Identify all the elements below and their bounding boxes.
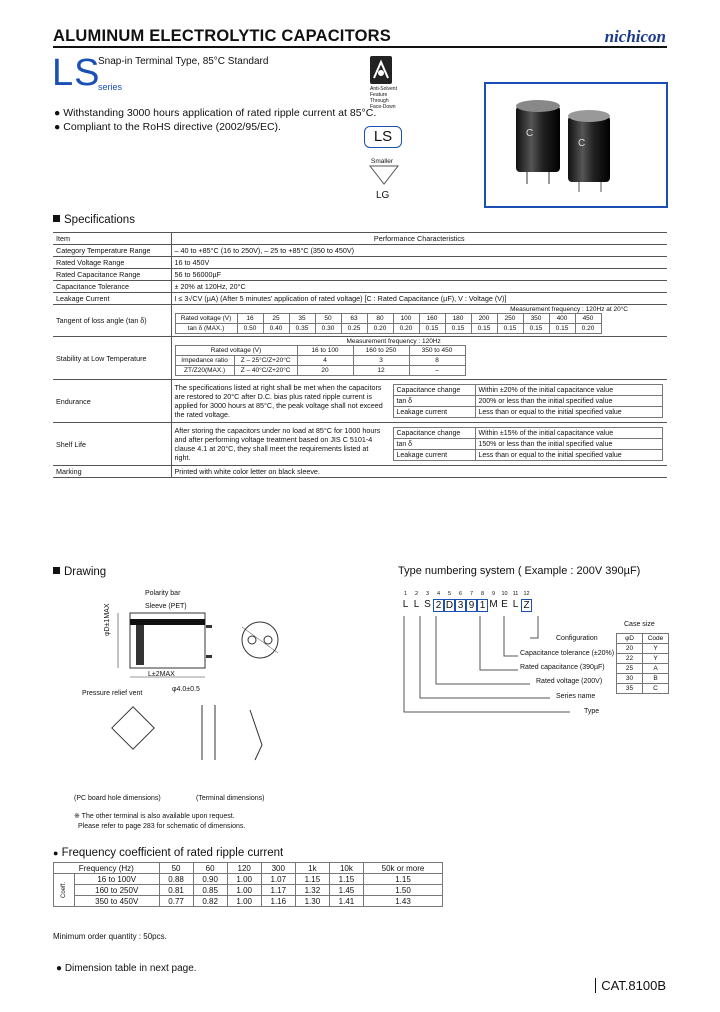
- spec-row-item: Category Temperature Range: [53, 245, 171, 257]
- freq-value-cell: 0.82: [193, 896, 227, 907]
- label-l-max: L±2MAX: [148, 671, 175, 678]
- freq-value-cell: 1.43: [363, 896, 442, 907]
- type-legend-6: Type: [584, 708, 600, 715]
- type-code: [400, 599, 532, 612]
- endurance-text: The specifications listed at right shall be met when the capacitors are restored to 20°C after D.C. bias plus rated ripple current is applied for 3000 hours at 85°C, the peak voltage shall not exceed the rated voltage.: [174, 383, 383, 419]
- solvent-badge-icon: [370, 56, 392, 84]
- spec-row-item: Capacitance Tolerance: [53, 281, 171, 293]
- freq-row-v: 160 to 250V: [74, 885, 159, 896]
- series-subtitle: Snap-in Terminal Type, 85°C Standard: [98, 56, 269, 67]
- type-char: E: [501, 599, 508, 610]
- case-size-title: Case size: [624, 621, 655, 628]
- endurance-val: Less than or equal to the initial specified value: [475, 407, 662, 418]
- type-position: 2: [414, 591, 419, 597]
- freq-value-cell: 1.45: [329, 885, 363, 896]
- lineage-arrow-icon: [364, 164, 404, 188]
- tan-voltage-cell: 160: [419, 314, 445, 324]
- tan-voltage-cell: 250: [497, 314, 523, 324]
- shelf-key: tan δ: [393, 439, 475, 450]
- freq-value-cell: 1.15: [329, 874, 363, 885]
- low-temp-val: 20: [297, 366, 353, 376]
- type-position: 11: [512, 591, 519, 597]
- spec-table: [53, 232, 667, 478]
- tan-voltage-cell: 80: [367, 314, 393, 324]
- type-char: D: [445, 600, 454, 611]
- endurance-table: [393, 384, 663, 418]
- tan-value-cell: 0.15: [471, 324, 497, 334]
- freq-value-cell: 1.32: [295, 885, 329, 896]
- freq-value-cell: 0.77: [159, 896, 193, 907]
- low-temp-col: 16 to 100: [297, 346, 353, 356]
- low-temp-item: Stability at Low Temperature: [53, 337, 171, 380]
- case-cell: 30: [617, 674, 643, 684]
- spec-section-title: Specifications: [53, 214, 135, 226]
- freq-row-v: 16 to 100V: [74, 874, 159, 885]
- freq-value-cell: 0.85: [193, 885, 227, 896]
- tan-note: Measurement frequency : 120Hz at 20°C: [510, 306, 628, 313]
- low-temp-val: 8: [409, 356, 465, 366]
- drawing-section-title: Drawing: [53, 566, 106, 578]
- footer-note: ● Dimension table in next page.: [56, 963, 197, 974]
- type-position: 7: [469, 591, 474, 597]
- low-temp-b: Z – 40°C/Z+20°C: [234, 366, 297, 376]
- freq-row-v: 350 to 450V: [74, 896, 159, 907]
- case-head: Code: [643, 634, 669, 644]
- low-temp-col: 160 to 250: [353, 346, 409, 356]
- lineage-ls-box: LS: [364, 126, 402, 148]
- type-position: 4: [436, 591, 441, 597]
- low-temp-val: 4: [297, 356, 353, 366]
- case-head: φD: [617, 634, 643, 644]
- freq-value-cell: 0.90: [193, 874, 227, 885]
- freq-head-cell: 50k or more: [363, 863, 442, 874]
- spec-row-item: Leakage Current: [53, 293, 171, 305]
- case-cell: A: [643, 664, 669, 674]
- type-char: M: [489, 599, 498, 610]
- freq-value-cell: 1.00: [227, 896, 261, 907]
- type-legend-3: Rated capacitance (390µF): [520, 664, 605, 671]
- low-temp-val: –: [409, 366, 465, 376]
- label-sleeve: Sleeve (PET): [145, 603, 187, 610]
- tan-value-cell: 0.15: [419, 324, 445, 334]
- freq-value-cell: 1.15: [363, 874, 442, 885]
- shelf-key: Capacitance change: [393, 428, 475, 439]
- type-char: 1: [477, 599, 488, 612]
- label-pressure: Pressure relief vent: [82, 690, 143, 697]
- tan-value-cell: 0.15: [549, 324, 575, 334]
- label-pcb: (PC board hole dimensions): [74, 795, 161, 802]
- label-d-max: φD±1MAX: [104, 603, 111, 636]
- spec-row-value: 16 to 450V: [171, 257, 667, 269]
- tan-value-cell: 0.30: [315, 324, 341, 334]
- freq-head-cell: 300: [261, 863, 295, 874]
- marking-item: Marking: [53, 466, 171, 478]
- freq-head-cell: 120: [227, 863, 261, 874]
- tan-voltage-cell: 63: [341, 314, 367, 324]
- brand-logo: nichicon: [604, 27, 666, 46]
- freq-value-cell: 1.41: [329, 896, 363, 907]
- tan-value-cell: 0.20: [575, 324, 601, 334]
- tan-voltage-cell: 450: [575, 314, 601, 324]
- label-polarity: Polarity bar: [145, 590, 181, 597]
- label-lead: φ4.0±0.5: [172, 686, 200, 693]
- case-cell: Y: [643, 654, 669, 664]
- type-position: 12: [523, 591, 530, 597]
- case-cell: 35: [617, 684, 643, 694]
- shelf-table: [393, 427, 663, 461]
- tan-value-cell: 0.15: [497, 324, 523, 334]
- shelf-val: Within ±15% of the initial capacitance value: [475, 428, 662, 439]
- tan-voltage-cell: 180: [445, 314, 471, 324]
- low-temp-val: 3: [353, 356, 409, 366]
- freq-side-label: Coeff.: [54, 874, 75, 907]
- freq-value-cell: 1.16: [261, 896, 295, 907]
- type-position: 5: [447, 591, 452, 597]
- tan-value-cell: 0.20: [393, 324, 419, 334]
- header-rule: [53, 46, 667, 48]
- type-char: 9: [466, 599, 477, 612]
- type-legend-1: Configuration: [556, 635, 598, 642]
- freq-value-cell: 1.50: [363, 885, 442, 896]
- tan-voltage-cell: 350: [523, 314, 549, 324]
- min-order: Minimum order quantity : 50pcs.: [53, 932, 167, 941]
- shelf-val: 150% or less than the initial specified value: [475, 439, 662, 450]
- svg-text:C: C: [578, 138, 586, 149]
- endurance-key: Leakage current: [393, 407, 475, 418]
- freq-head-label: Frequency (Hz): [54, 863, 160, 874]
- drawing-note-2: Please refer to page 283 for schematic of dimensions.: [78, 823, 246, 830]
- tan-voltage-cell: 35: [289, 314, 315, 324]
- low-temp-b: Z – 25°C/Z+20°C: [234, 356, 297, 366]
- spec-row-value: ± 20% at 120Hz, 20°C: [171, 281, 667, 293]
- series-code: LS: [52, 52, 101, 94]
- type-char: L: [402, 599, 409, 610]
- type-char: S: [424, 599, 431, 610]
- freq-head-cell: 10k: [329, 863, 363, 874]
- case-cell: 22: [617, 654, 643, 664]
- freq-head-cell: 60: [193, 863, 227, 874]
- low-temp-label-v: Rated voltage (V): [175, 346, 297, 356]
- case-cell: C: [643, 684, 669, 694]
- case-cell: B: [643, 674, 669, 684]
- type-char: 3: [455, 599, 466, 612]
- shelf-text: After storing the capacitors under no load at 85°C for 1000 hours and after performing voltage treatment based on JIS C 5101-4 clause 4.1 at 20°C, they shall meet the requirements listed at right.: [174, 426, 381, 462]
- bullet-2: ● Compliant to the RoHS directive (2002/95/EC).: [54, 121, 281, 133]
- spec-row-value: I ≤ 3√CV (µA) (After 5 minutes' application of rated voltage) [C : Rated Capacitance (µF), V : Voltage (V)]: [171, 293, 667, 305]
- case-cell: 25: [617, 664, 643, 674]
- badge-caption: Anti-Solvent Feature Through Face-Down: [370, 86, 397, 110]
- type-position: 8: [480, 591, 485, 597]
- type-char: Z: [521, 599, 532, 612]
- freq-value-cell: 1.07: [261, 874, 295, 885]
- low-temp-a: Impedance ratio: [175, 356, 234, 366]
- spec-head-perf: Performance Characteristics: [171, 233, 667, 245]
- tan-value-cell: 0.40: [263, 324, 289, 334]
- tan-voltage-cell: 200: [471, 314, 497, 324]
- type-char: 2: [433, 599, 444, 612]
- type-position: 3: [425, 591, 430, 597]
- tan-voltage-cell: 400: [549, 314, 575, 324]
- tan-voltage-cell: 100: [393, 314, 419, 324]
- tan-item: Tangent of loss angle (tan δ): [53, 305, 171, 337]
- tan-voltage-cell: 25: [263, 314, 289, 324]
- page-title: ALUMINUM ELECTROLYTIC CAPACITORS: [53, 27, 391, 45]
- type-numbering-title: Type numbering system ( Example : 200V 390µF): [398, 565, 641, 577]
- product-photo: [484, 82, 668, 208]
- freq-section-title: ● Frequency coefficient of rated ripple current: [53, 847, 284, 859]
- series-word: series: [98, 82, 123, 92]
- case-cell: Y: [643, 644, 669, 654]
- endurance-key: tan δ: [393, 396, 475, 407]
- tan-voltage-cell: 50: [315, 314, 341, 324]
- tan-value-cell: 0.15: [523, 324, 549, 334]
- freq-table: [53, 862, 443, 907]
- tan-value-cell: 0.35: [289, 324, 315, 334]
- shelf-key: Leakage current: [393, 450, 475, 461]
- spec-row-value: – 40 to +85°C (16 to 250V), – 25 to +85°C (350 to 450V): [171, 245, 667, 257]
- endurance-key: Capacitance change: [393, 385, 475, 396]
- low-temp-table: [175, 345, 466, 376]
- freq-head-cell: 1k: [295, 863, 329, 874]
- low-temp-val: 12: [353, 366, 409, 376]
- spec-row-item: Rated Capacitance Range: [53, 269, 171, 281]
- freq-value-cell: 1.15: [295, 874, 329, 885]
- low-temp-col: 350 to 450: [409, 346, 465, 356]
- tan-value-cell: 0.25: [341, 324, 367, 334]
- label-term: (Terminal dimensions): [196, 795, 265, 802]
- shelf-item: Shelf Life: [53, 423, 171, 466]
- endurance-val: 200% or less than the initial specified value: [475, 396, 662, 407]
- tan-value-cell: 0.15: [445, 324, 471, 334]
- tan-voltage-cell: 16: [237, 314, 263, 324]
- endurance-val: Within ±20% of the initial capacitance value: [475, 385, 662, 396]
- spec-head-item: Item: [53, 233, 171, 245]
- case-cell: 20: [617, 644, 643, 654]
- type-char: L: [413, 599, 420, 610]
- tan-table: [175, 313, 602, 334]
- endurance-item: Endurance: [53, 380, 171, 423]
- low-temp-a: ZT/Z20(MAX.): [175, 366, 234, 376]
- type-positions: [400, 590, 532, 598]
- freq-value-cell: 1.00: [227, 874, 261, 885]
- marking-value: Printed with white color letter on black sleeve.: [171, 466, 667, 478]
- tan-value-cell: 0.20: [367, 324, 393, 334]
- spec-row-item: Rated Voltage Range: [53, 257, 171, 269]
- tan-value-cell: 0.50: [237, 324, 263, 334]
- case-size-table: [616, 633, 669, 694]
- svg-text:C: C: [526, 128, 534, 139]
- lineage-smaller: Smaller: [371, 158, 394, 165]
- bullet-1: ● Withstanding 3000 hours application of rated ripple current at 85°C.: [54, 107, 377, 119]
- low-temp-note: Measurement frequency : 120Hz: [346, 338, 441, 345]
- type-char: L: [512, 599, 519, 610]
- freq-value-cell: 0.88: [159, 874, 193, 885]
- tan-label-v: Rated voltage (V): [175, 314, 237, 324]
- freq-value-cell: 1.00: [227, 885, 261, 896]
- catalog-number: CAT.8100B: [595, 978, 666, 993]
- type-legend-5: Series name: [556, 693, 596, 700]
- type-position: 10: [501, 591, 508, 597]
- freq-head-cell: 50: [159, 863, 193, 874]
- type-position: 1: [403, 591, 408, 597]
- type-position: 9: [491, 591, 496, 597]
- lineage-lg: LG: [376, 190, 390, 201]
- shelf-val: Less than or equal to the initial specified value: [475, 450, 662, 461]
- type-legend-2: Capacitance tolerance (±20%): [520, 650, 615, 657]
- drawing-note-1: ※ The other terminal is also available upon request.: [74, 813, 235, 820]
- type-legend-4: Rated voltage (200V): [536, 678, 603, 685]
- freq-value-cell: 1.17: [261, 885, 295, 896]
- spec-row-value: 56 to 56000µF: [171, 269, 667, 281]
- tan-label-t: tan δ (MAX.): [175, 324, 237, 334]
- type-position: 6: [458, 591, 463, 597]
- freq-value-cell: 0.81: [159, 885, 193, 896]
- freq-value-cell: 1.30: [295, 896, 329, 907]
